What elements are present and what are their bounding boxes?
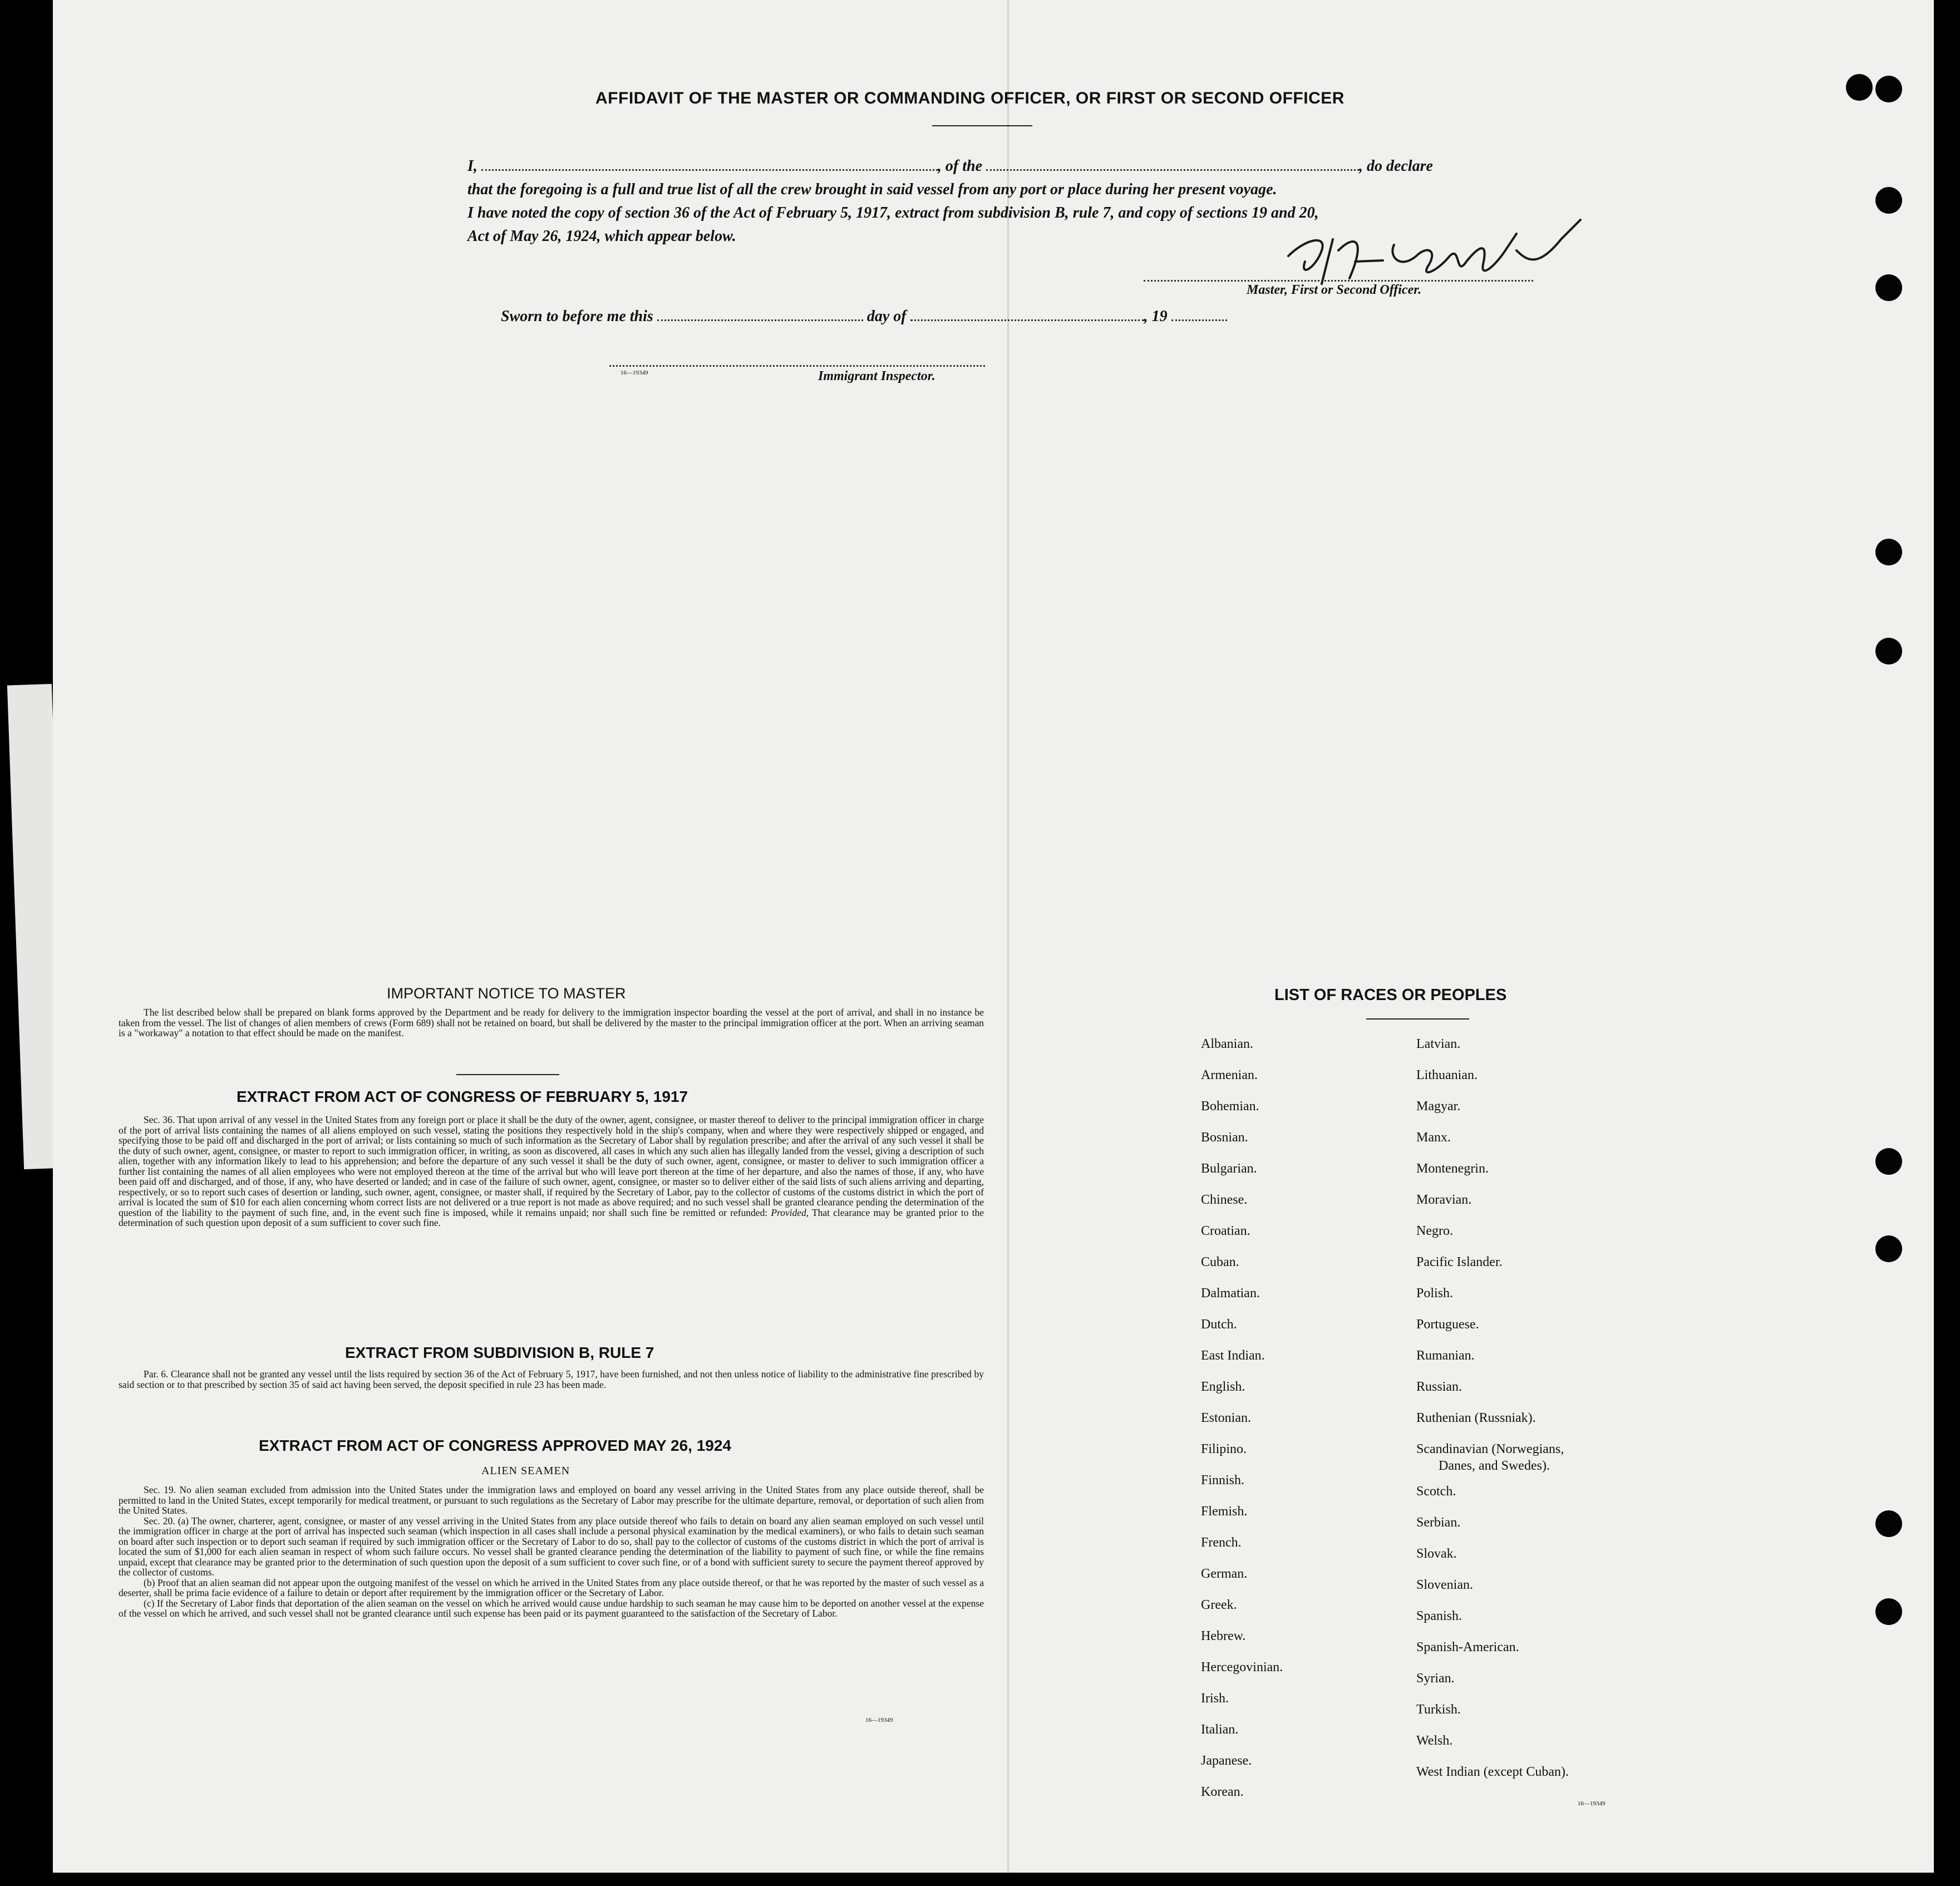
races-rule <box>1366 1018 1469 1020</box>
race-item: Armenian. <box>1201 1068 1258 1082</box>
race-item: Korean. <box>1201 1785 1244 1799</box>
race-item: Negro. <box>1416 1224 1453 1238</box>
race-item: Dutch. <box>1201 1317 1237 1332</box>
punch-hole <box>1875 638 1902 664</box>
race-item: Bohemian. <box>1201 1099 1259 1114</box>
signature-caption: Master, First or Second Officer. <box>1247 283 1422 297</box>
race-item: Montenegrin. <box>1416 1161 1489 1176</box>
sec-19-text: Sec. 19. No alien seaman excluded from admission into the United States under the immigration laws and employed on board any vessel arriving in the United States from any place outside thereof, shall be permitted to land in the United States, except temporarily for medical treatment, or pursuant to such regulations as the Secretary of Labor may prescribe for the ultimate departure, removal, or deportation of such alien from the United States. <box>119 1484 984 1516</box>
punch-hole <box>1875 1510 1902 1537</box>
sec-20c-text: (c) If the Secretary of Labor finds that deportation of the alien seaman on the vessel on which he arrived would cause undue hardship to such seaman he may cause him to be deported on another vessel at the expense of the vessel on which he arrived, and such vessel shall not be granted clearance until such expense has been paid or its payment guaranteed to the satisfaction of the Secretary of Labor. <box>119 1597 984 1619</box>
punch-hole <box>1875 1235 1902 1262</box>
punch-hole <box>1875 1148 1902 1175</box>
race-item: Albanian. <box>1201 1037 1253 1051</box>
race-item: Finnish. <box>1201 1473 1245 1488</box>
declaration-line-3: I have noted the copy of section 36 of the Act of February 5, 1917, extract from subdivision B, rule 7, and copy of sections 19 and 20, <box>467 204 1319 221</box>
sec-36-label: Sec. 36. <box>144 1114 175 1125</box>
extract-1924-body <box>119 1485 984 1619</box>
race-item: Estonian. <box>1201 1411 1251 1425</box>
sec-20a-text: Sec. 20. (a) The owner, charterer, agent, consignee, or master of any vessel arriving in the United States from any place outside thereof who fails to detain on board any alien seaman employed on such vessel until the immigration officer in charge at the port of arrival has inspected such seaman (which inspection in all cases shall include a personal physical examination by the medical examiners), or who fails to detain such seaman on board after such inspection or to deport such seaman if required by such immigration officer or the Secretary of Labor to do so, shall pay to the collector of customs of the customs district in which the port of arrival is located the sum of $1,000 for each alien seaman in respect of whom such failure occurs. No vessel shall be granted clearance pending the determination of the liability to payment of such fine, or while the fine remains unpaid, except that clearance may be granted prior to the determination of such question upon the deposit of a sum sufficient to cover such fine, or of a bond with sufficient surety to secure the payment thereof approved by the collector of customs. <box>119 1515 984 1578</box>
alien-seamen-subtitle: ALIEN SEAMEN <box>481 1465 570 1477</box>
race-item: West Indian (except Cuban). <box>1416 1765 1569 1779</box>
sec-20b-text: (b) Proof that an alien seaman did not appear upon the outgoing manifest of the vessel on which he arrived in the United States from any place outside thereof, or that he was reported by the master of such vessel as a deserter, shall be prima facie evidence of a failure to detain or deport after requirement by the immigration officer or the Secretary of Labor. <box>119 1577 984 1598</box>
title-rule <box>932 125 1032 126</box>
races-title: LIST OF RACES OR PEOPLES <box>1274 986 1507 1004</box>
signature-line <box>1144 280 1533 282</box>
sec-36-text: That upon arrival of any vessel in the United States from any foreign port or place it shall be the duty of the owner, agent, consignee, or master thereof to deliver to the principal immigration officer in charge of the port of arrival lists containing the names of all aliens employed on such vessel, stating the positions they respectively hold in the ship's company, when and where they were respectively shipped or engaged, and specifying those to be paid off and discharged in the port of arrival; or lists containing so much of such information as the Secretary of Labor shall by regulation prescribe; and after the arrival of any such vessel it shall be the duty of such owner, agent, consignee, or master to report to such immigration officer, in writing, as soon as discovered, all cases in which any such alien has illegally landed from the vessel, giving a description of such alien, together with any information likely to lead to his apprehension; and before the departure of any such vessel it shall be the duty of such owner, agent, consignee, or master to deliver to such immigration officer a further list containing the names of all alien employees who were not employed thereon at the time of the arrival but who will leave port thereon at the time of her departure, and also the names of those, if any, who have been paid off and discharged, and of those, if any, who have deserted or landed; and in case of the failure of such owner, agent, consignee, or master so to deliver either of the said lists of such aliens arriving and departing, respectively, or so to report such cases of desertion or landing, such owner, agent, consignee, or master shall, if required by the Secretary of Labor, pay to the collector of customs of the customs district in which the port of arrival is located the sum of $10 for each alien concerning whom correct lists are not delivered or a true report is not made as above required; and no such vessel shall be granted clearance pending the determination of the question of the liability to the payment of such fine, and, in the event such fine is imposed, while it remains unpaid; nor shall such fine be remitted or refunded: <box>119 1114 984 1218</box>
race-item: Lithuanian. <box>1416 1068 1478 1082</box>
race-item: Croatian. <box>1201 1224 1250 1238</box>
race-item: Scotch. <box>1416 1484 1456 1499</box>
race-item: East Indian. <box>1201 1348 1265 1363</box>
race-item: Cuban. <box>1201 1255 1239 1269</box>
inspector-line <box>609 365 985 367</box>
race-item: Bosnian. <box>1201 1130 1248 1145</box>
document-page <box>53 0 1934 1873</box>
race-item: Slovak. <box>1416 1547 1457 1561</box>
race-item: Welsh. <box>1416 1734 1453 1748</box>
notice-body: The list described below shall be prepared on blank forms approved by the Department and be ready for delivery to the immigration inspector boarding the vessel at the port of arrival, and shall in no instance be taken from the vessel. The list of changes of alien members of crews (Form 689) shall not be retained on board, but shall be delivered by the master to the principal immigration officer at the port. When an arriving seaman is a "workaway" a notation to that effect should be made on the manifest. <box>119 1007 984 1038</box>
extract-1924-title: EXTRACT FROM ACT OF CONGRESS APPROVED MAY 26, 1924 <box>259 1437 731 1454</box>
race-item: Pacific Islander. <box>1416 1255 1503 1269</box>
race-item: Danes, and Swedes). <box>1439 1459 1550 1473</box>
notice-rule <box>456 1074 559 1075</box>
punch-hole <box>1875 274 1902 301</box>
punch-hole <box>1875 1598 1902 1625</box>
race-item: Greek. <box>1201 1598 1237 1612</box>
affidavit-title: AFFIDAVIT OF THE MASTER OR COMMANDING OFFICER, OR FIRST OR SECOND OFFICER <box>595 89 1345 107</box>
day-of-label: day of <box>866 308 907 325</box>
race-item: Latvian. <box>1416 1037 1461 1051</box>
race-item: Rumanian. <box>1416 1348 1475 1363</box>
notice-title: IMPORTANT NOTICE TO MASTER <box>387 985 626 1002</box>
race-item: Chinese. <box>1201 1193 1248 1207</box>
race-item: English. <box>1201 1380 1245 1394</box>
inspector-caption: Immigrant Inspector. <box>818 369 935 383</box>
race-item: French. <box>1201 1535 1242 1550</box>
race-item: Hebrew. <box>1201 1629 1246 1643</box>
race-item: Magyar. <box>1416 1099 1461 1114</box>
race-item: Turkish. <box>1416 1702 1461 1717</box>
name-blank <box>481 158 938 171</box>
sworn-day-blank <box>657 308 863 321</box>
sworn-month-blank <box>910 308 1144 321</box>
race-item: Moravian. <box>1416 1193 1472 1207</box>
declaration-line-4: Act of May 26, 1924, which appear below. <box>467 228 736 245</box>
i-label: I, <box>467 157 477 175</box>
punch-hole <box>1846 74 1873 101</box>
punch-hole <box>1875 187 1902 214</box>
provided-label: Provided, <box>771 1207 809 1218</box>
race-item: Manx. <box>1416 1130 1451 1145</box>
extract-1917-title: EXTRACT FROM ACT OF CONGRESS OF FEBRUARY 5, 1917 <box>237 1088 688 1105</box>
race-item: Spanish-American. <box>1416 1640 1519 1654</box>
year-label: , 19 <box>1144 308 1168 325</box>
punch-hole <box>1875 76 1902 102</box>
sworn-label: Sworn to before me this <box>501 308 653 325</box>
page-fold-line <box>1007 0 1009 1873</box>
extract-1917-body <box>119 1115 984 1228</box>
race-item: Dalmatian. <box>1201 1286 1260 1301</box>
sworn-year-blank <box>1171 308 1227 321</box>
races-column-2 <box>1416 1028 1728 1787</box>
race-item: Slovenian. <box>1416 1578 1473 1592</box>
race-item: Irish. <box>1201 1691 1229 1706</box>
races-column-1 <box>1201 1028 1424 1808</box>
race-item: Bulgarian. <box>1201 1161 1257 1176</box>
sec-36-text-end: That clearance may be granted prior to the determination of such question upon deposit of a sum sufficient to cover such fine. <box>119 1207 984 1228</box>
race-item: Portuguese. <box>1416 1317 1479 1332</box>
of-the-label: , of the <box>937 157 983 175</box>
sworn-line <box>501 305 1227 328</box>
race-item: Russian. <box>1416 1380 1462 1394</box>
race-item: Scandinavian (Norwegians, <box>1416 1442 1564 1456</box>
form-number-top: 16—19349 <box>620 370 648 376</box>
form-number-bottom-left: 16—19349 <box>865 1717 893 1724</box>
race-item: Spanish. <box>1416 1609 1462 1623</box>
race-item-scandinavian <box>1416 1434 1728 1476</box>
race-item: Hercegovinian. <box>1201 1660 1283 1675</box>
race-item: Syrian. <box>1416 1671 1455 1686</box>
race-item: German. <box>1201 1567 1248 1581</box>
do-declare-label: , do declare <box>1359 157 1433 175</box>
race-item: Filipino. <box>1201 1442 1247 1456</box>
punch-hole <box>1875 539 1902 565</box>
subdivision-b-body: Par. 6. Clearance shall not be granted any vessel until the lists required by section 36 of the Act of February 5, 1917, have been furnished, and not then unless notice of liability to the administrative fine prescribed by said section or to that prescribed by section 35 of said act having been served, the deposit specified in rule 23 has been made. <box>119 1368 984 1390</box>
form-number-bottom-right: 16—19349 <box>1578 1800 1606 1807</box>
race-item: Polish. <box>1416 1286 1454 1301</box>
race-item: Flemish. <box>1201 1504 1248 1519</box>
race-item: Ruthenian (Russniak). <box>1416 1411 1536 1425</box>
subdivision-b-title: EXTRACT FROM SUBDIVISION B, RULE 7 <box>345 1344 654 1361</box>
vessel-blank <box>986 158 1359 171</box>
race-item: Japanese. <box>1201 1754 1252 1768</box>
race-item: Serbian. <box>1416 1515 1461 1530</box>
declaration-line-2: that the foregoing is a full and true list of all the crew brought in said vessel from any port or place during her present voyage. <box>467 181 1277 198</box>
race-item: Italian. <box>1201 1722 1239 1737</box>
